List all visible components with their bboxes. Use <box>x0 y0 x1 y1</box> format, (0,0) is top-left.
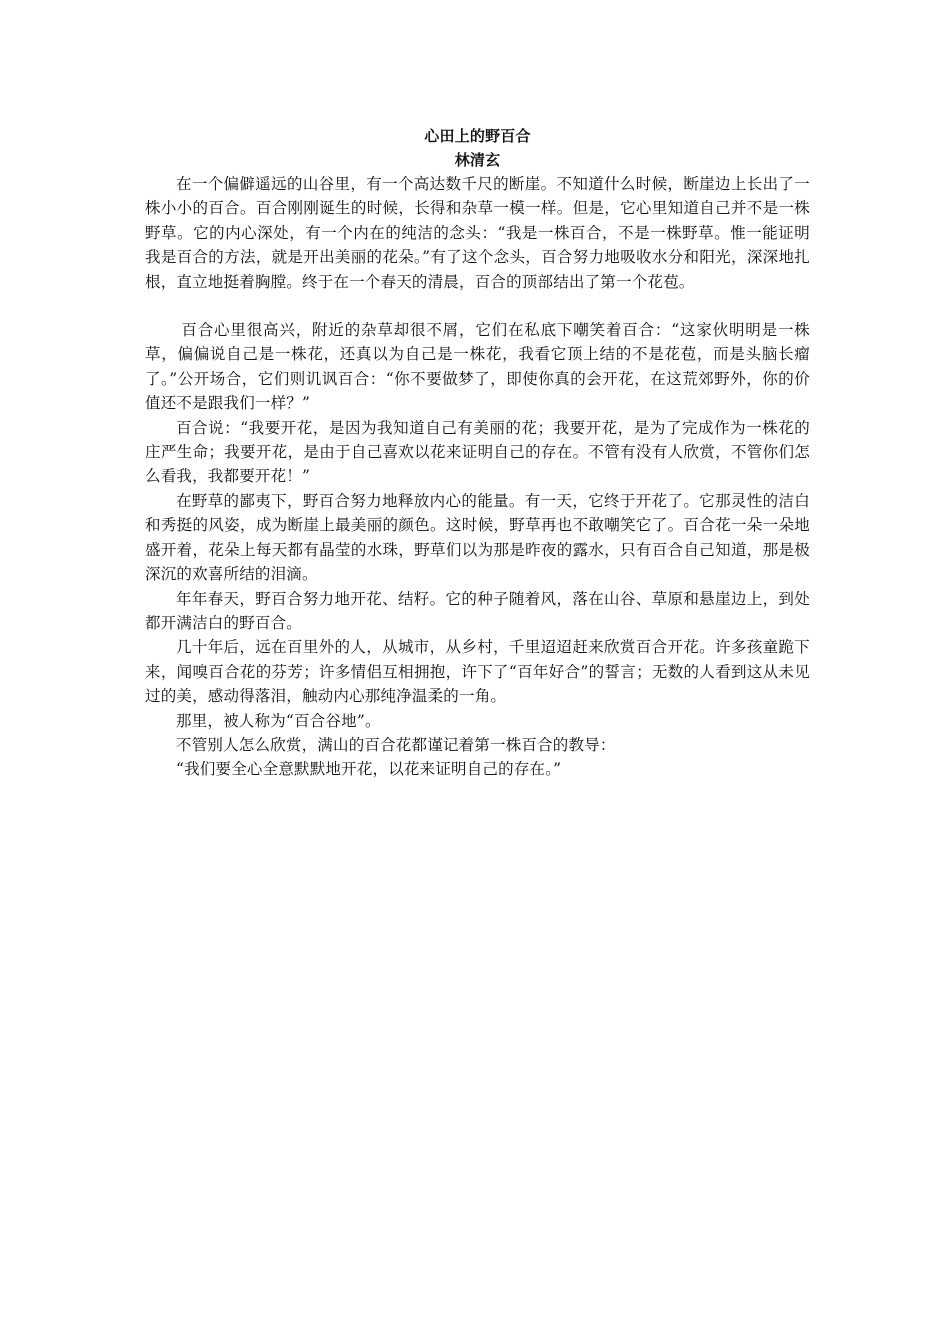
paragraph: 百合说：“我要开花，是因为我知道自己有美丽的花；我要开花，是为了完成作为一株花的庄严生命；我要开花，是由于自己喜欢以花来证明自己的存在。不管有没有人欣赏，不管你们怎么看我，我都要开花！” <box>145 418 810 486</box>
paragraph: 百合心里很高兴，附近的杂草却很不屑，它们在私底下嘲笑着百合：“这家伙明明是一株草，偏偏说自己是一株花，还真以为自己是一株花，我看它顶上结的不是花苞，而是头脑长瘤了。”公开场合，它们则讥讽百合：“你不要做梦了，即使你真的会开花，在这荒郊野外，你的价值还不是跟我们一样？” <box>145 321 810 413</box>
paragraph: 在一个偏僻遥远的山谷里，有一个高达数千尺的断崖。不知道什么时候，断崖边上长出了一株小小的百合。百合刚刚诞生的时候，长得和杂草一模一样。但是，它心里知道自己并不是一株野草。它的内心深处，有一个内在的纯洁的念头：“我是一株百合，不是一株野草。惟一能证明我是百合的方法，就是开出美丽的花朵。”有了这个念头，百合努力地吸收水分和阳光，深深地扎根，直立地挺着胸膛。终于在一个春天的清晨，百合的顶部结出了第一个花苞。 <box>145 175 810 291</box>
article-title: 心田上的野百合 <box>424 127 531 145</box>
paragraph: 在野草的鄙夷下，野百合努力地释放内心的能量。有一天，它终于开花了。它那灵性的洁白和秀挺的风姿，成为断崖上最美丽的颜色。这时候，野草再也不敢嘲笑它了。百合花一朵一朵地盛开着，花朵上每天都有晶莹的水珠，野草们以为那是昨夜的露水，只有百合自己知道，那是极深沉的欢喜所结的泪滴。 <box>145 491 810 584</box>
paragraph: “我们要全心全意默默地开花，以花来证明自己的存在。” <box>176 760 562 779</box>
paragraph: 不管别人怎么欣赏，满山的百合花都谨记着第一株百合的教导： <box>176 735 616 754</box>
paragraph: 几十年后，远在百里外的人，从城市，从乡村，千里迢迢赶来欣赏百合开花。许多孩童跪下来，闻嗅百合花的芬芳；许多情侣互相拥抱，许下了“百年好合”的誓言；无数的人看到这从未见过的美，感动得落泪，触动内心那纯净温柔的一角。 <box>145 638 810 706</box>
paragraph: 那里，被人称为“百合谷地”。 <box>176 711 381 730</box>
article-author: 林清玄 <box>454 151 501 169</box>
article <box>145 124 810 782</box>
paragraph: 年年春天，野百合努力地开花、结籽。它的种子随着风，落在山谷、草原和悬崖边上，到处都开满洁白的野百合。 <box>145 589 810 632</box>
